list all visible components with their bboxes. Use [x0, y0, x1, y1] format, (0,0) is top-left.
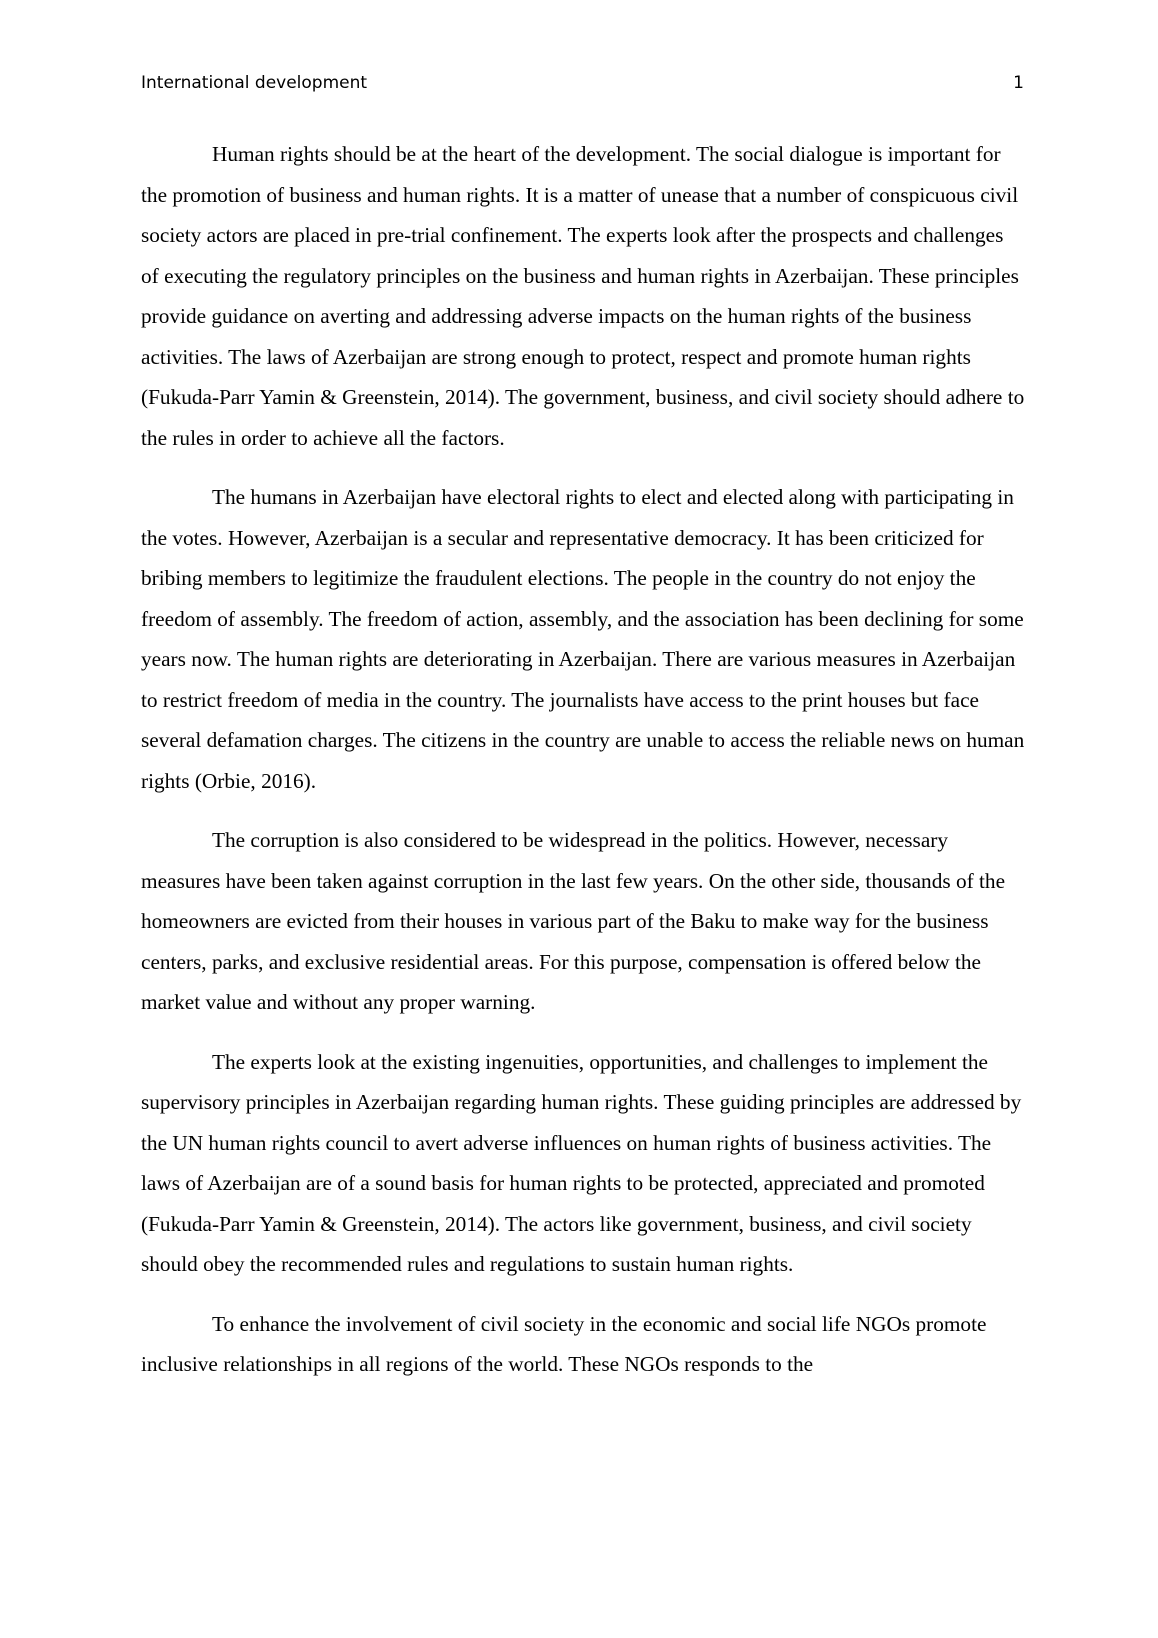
paragraph: The experts look at the existing ingenuities, opportunities, and challenges to implement the supervisory principles in Azerbaijan regarding human rights. These guiding principles are addressed by the UN human rights council to avert adverse influences on human rights of business activities. The laws of Azerbaijan are of a sound basis for human rights to be protected, appreciated and promoted (Fukuda-Parr Yamin & Greenstein, 2014). The actors like government, business, and civil society should obey the recommended rules and regulations to sustain human rights. — [141, 1049, 1022, 1276]
paragraph: Human rights should be at the heart of the development. The social dialogue is important for the promotion of business and human rights. It is a matter of unease that a number of conspicuous civil society actors are placed in pre-trial confinement. The experts look after the prospects and challenges of executing the regulatory principles on the business and human rights in Azerbaijan. These principles provide guidance on averting and addressing adverse impacts on the human rights of the business activities. The laws of Azerbaijan are strong enough to protect, respect and promote human rights (Fukuda-Parr Yamin & Greenstein, 2014). The government, business, and civil society should adhere to the rules in order to achieve all the factors. — [141, 142, 1025, 450]
paragraph: The corruption is also considered to be widespread in the politics. However, necessary measures have been taken against corruption in the last few years. On the other side, thousands of the homeowners are evicted from their houses in various part of the Baku to make way for the business centers, parks, and exclusive residential areas. For this purpose, compensation is offered below the market value and without any proper warning. — [141, 828, 1006, 1014]
paragraph: To enhance the involvement of civil society in the economic and social life NGOs promote inclusive relationships in all regions of the world. These NGOs responds to the — [141, 1311, 987, 1376]
document-body — [141, 134, 1025, 1404]
page-header — [141, 70, 1024, 96]
running-title: International development — [141, 73, 368, 93]
page-number: 1 — [1013, 73, 1024, 93]
paragraph: The humans in Azerbaijan have electoral rights to elect and elected along with participating in the votes. However, Azerbaijan is a secular and representative democracy. It has been criticized for bribing members to legitimize the fraudulent elections. The people in the country do not enjoy the freedom of assembly. The freedom of action, assembly, and the association has been declining for some years now. The human rights are deteriorating in Azerbaijan. There are various measures in Azerbaijan to restrict freedom of media in the country. The journalists have access to the print houses but face several defamation charges. The citizens in the country are unable to access the reliable news on human rights (Orbie, 2016). — [141, 485, 1025, 793]
